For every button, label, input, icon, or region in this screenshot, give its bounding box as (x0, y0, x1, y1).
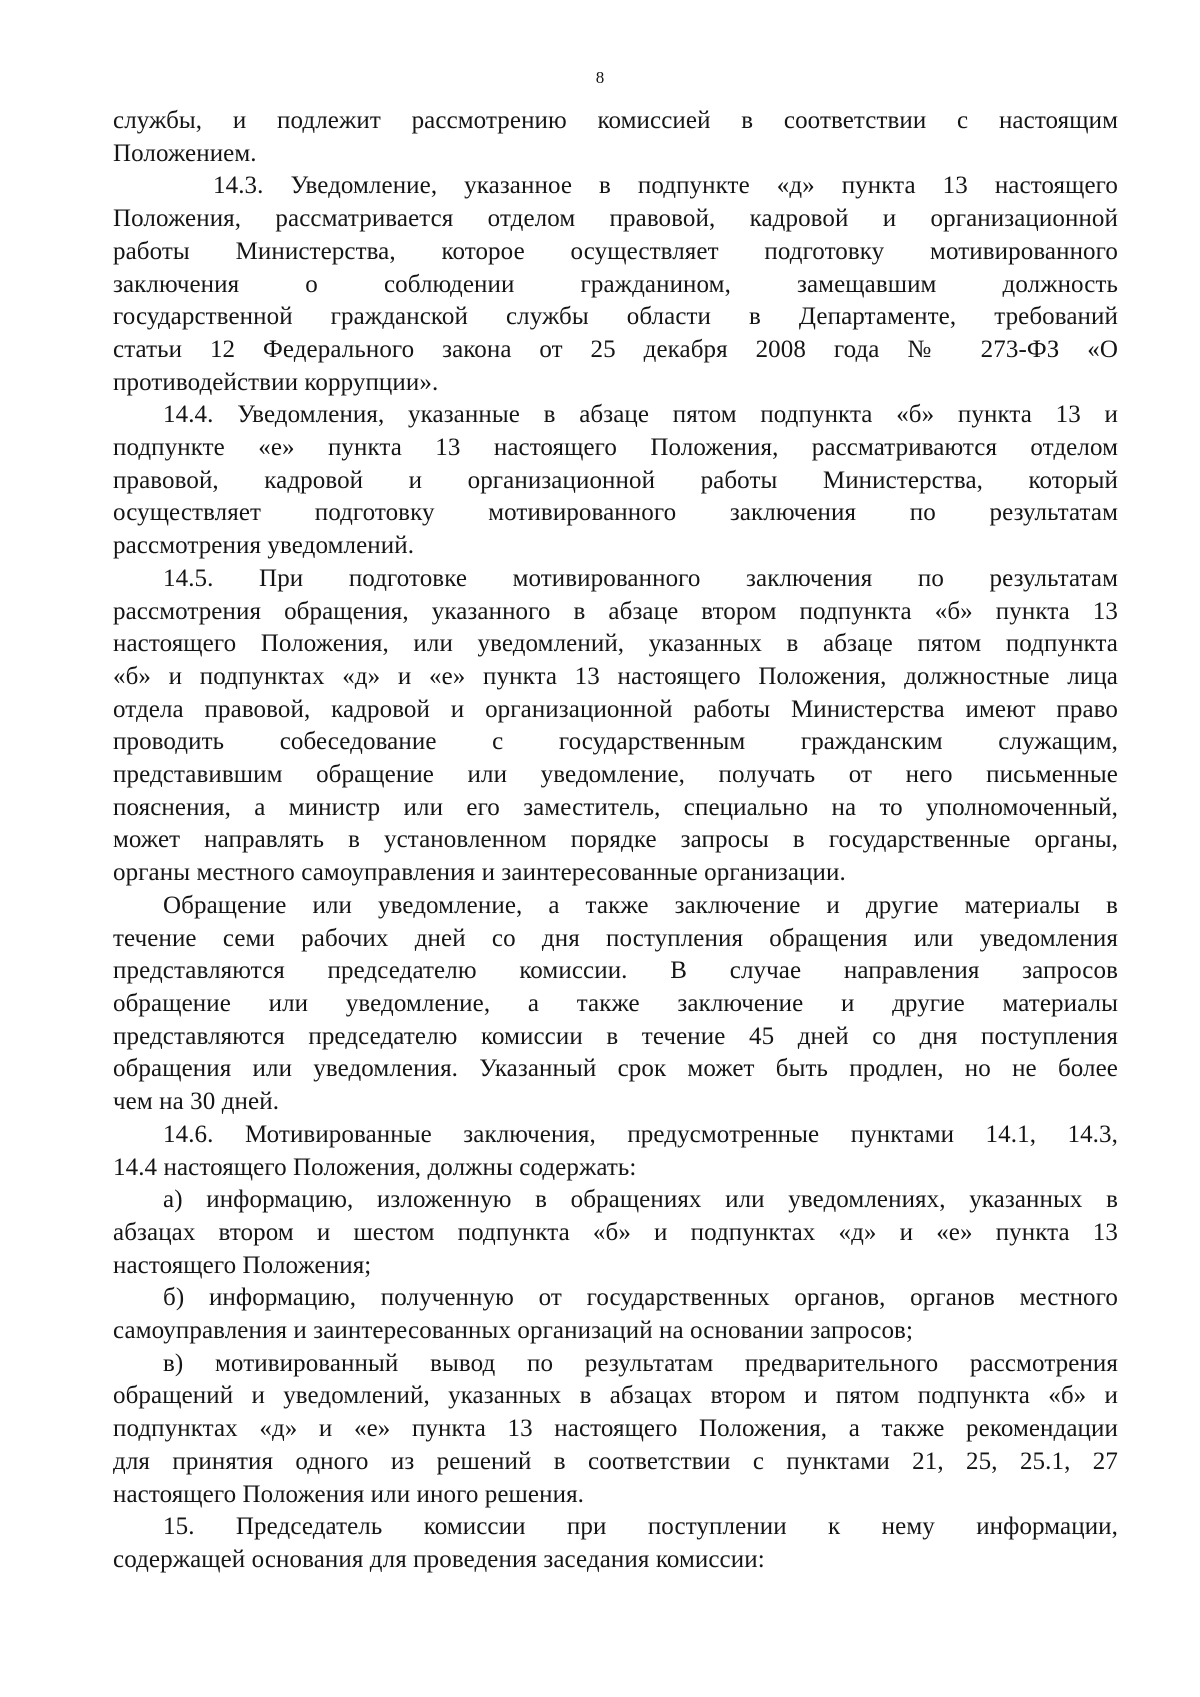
text-line: может направлять в установленном порядке запросы в государственные органы, (113, 826, 1118, 854)
text-line: 14.4 настоящего Положения, должны содержать: (113, 1153, 637, 1181)
text-line: 14.6. Мотивированные заключения, предусмотренные пунктами 14.1, 14.3, (163, 1120, 1118, 1148)
text-line: статьи 12 Федерального закона от 25 декабря 2008 года № 273-ФЗ «О (113, 335, 1118, 363)
text-line: абзацах втором и шестом подпункта «б» и подпунктах «д» и «е» пункта 13 (113, 1218, 1118, 1246)
text-line: 15. Председатель комиссии при поступлении к нему информации, (163, 1513, 1118, 1541)
paragraph (113, 1119, 1118, 1184)
paragraph (113, 105, 1118, 170)
text-line: настоящего Положения; (113, 1251, 372, 1279)
paragraph (113, 1348, 1118, 1512)
text-line: 14.5. При подготовке мотивированного заключения по результатам (163, 564, 1118, 592)
text-line: Положением. (113, 139, 257, 167)
text-line: представляются председателю комиссии. В случае направления запросов (113, 957, 1118, 985)
text-line: обращение или уведомление, а также заключение и другие материалы (113, 989, 1118, 1017)
text-line: проводить собеседование с государственным гражданским служащим, (113, 728, 1118, 756)
text-line: подпункте «е» пункта 13 настоящего Положения, рассматриваются отделом (113, 434, 1118, 462)
paragraph (113, 1282, 1118, 1347)
page-number: 8 (595, 68, 605, 87)
text-line: течение семи рабочих дней со дня поступления обращения или уведомления (113, 924, 1118, 952)
text-line: а) информацию, изложенную в обращениях или уведомлениях, указанных в (163, 1186, 1118, 1214)
text-line: содержащей основания для проведения заседания комиссии: (113, 1545, 765, 1573)
text-line: Положения, рассматривается отделом правовой, кадровой и организационной (113, 205, 1118, 233)
text-line: 14.3. Уведомление, указанное в подпункте «д» пункта 13 настоящего (213, 172, 1118, 200)
text-line: органы местного самоуправления и заинтересованные организации. (113, 859, 846, 887)
text-line: службы, и подлежит рассмотрению комиссией в соответствии с настоящим (113, 107, 1118, 134)
text-line: осуществляет подготовку мотивированного заключения по результатам (113, 499, 1118, 527)
document-body (113, 105, 1118, 1577)
text-line: обращения или уведомления. Указанный срок может быть продлен, но не более (113, 1055, 1118, 1083)
text-line: чем на 30 дней. (113, 1088, 280, 1116)
text-line: в) мотивированный вывод по результатам предварительного рассмотрения (163, 1349, 1118, 1377)
text-line: заключения о соблюдении гражданином, замещавшим должность (113, 270, 1118, 298)
text-line: самоуправления и заинтересованных организаций на основании запросов; (113, 1317, 914, 1345)
text-line: противодействии коррупции». (113, 368, 439, 396)
paragraph (113, 890, 1118, 1119)
text-line: представившим обращение или уведомление, получать от него письменные (113, 761, 1118, 789)
text-line: настоящего Положения или иного решения. (113, 1480, 585, 1508)
text-line: отдела правовой, кадровой и организационной работы Министерства имеют право (113, 695, 1118, 723)
text-line: пояснения, а министр или его заместитель, специально на то уполномоченный, (113, 793, 1118, 821)
text-line: Обращение или уведомление, а также заключение и другие материалы в (163, 891, 1118, 919)
text-line: работы Министерства, которое осуществляет подготовку мотивированного (113, 237, 1118, 265)
text-line: рассмотрения обращения, указанного в абзаце втором подпункта «б» пункта 13 (113, 597, 1118, 625)
text-line: 14.4. Уведомления, указанные в абзаце пятом подпункта «б» пункта 13 и (163, 401, 1118, 429)
paragraph (113, 1511, 1118, 1576)
paragraph (113, 1184, 1118, 1282)
text-line: представляются председателю комиссии в течение 45 дней со дня поступления (113, 1022, 1118, 1050)
paragraph (113, 399, 1118, 563)
text-line: обращений и уведомлений, указанных в абзацах втором и пятом подпункта «б» и (113, 1382, 1118, 1410)
paragraph (113, 170, 1118, 399)
text-line: рассмотрения уведомлений. (113, 532, 415, 560)
text-line: настоящего Положения, или уведомлений, указанных в абзаце пятом подпункта (113, 630, 1118, 658)
text-line: для принятия одного из решений в соответствии с пунктами 21, 25, 25.1, 27 (113, 1447, 1118, 1475)
text-line: б) информацию, полученную от государственных органов, органов местного (163, 1284, 1118, 1312)
text-line: «б» и подпунктах «д» и «е» пункта 13 настоящего Положения, должностные лица (113, 662, 1118, 690)
text-line: правовой, кадровой и организационной работы Министерства, который (113, 466, 1118, 494)
text-line: подпунктах «д» и «е» пункта 13 настоящего Положения, а также рекомендации (113, 1415, 1118, 1443)
paragraph (113, 563, 1118, 890)
text-line: государственной гражданской службы области в Департаменте, требований (113, 303, 1118, 331)
